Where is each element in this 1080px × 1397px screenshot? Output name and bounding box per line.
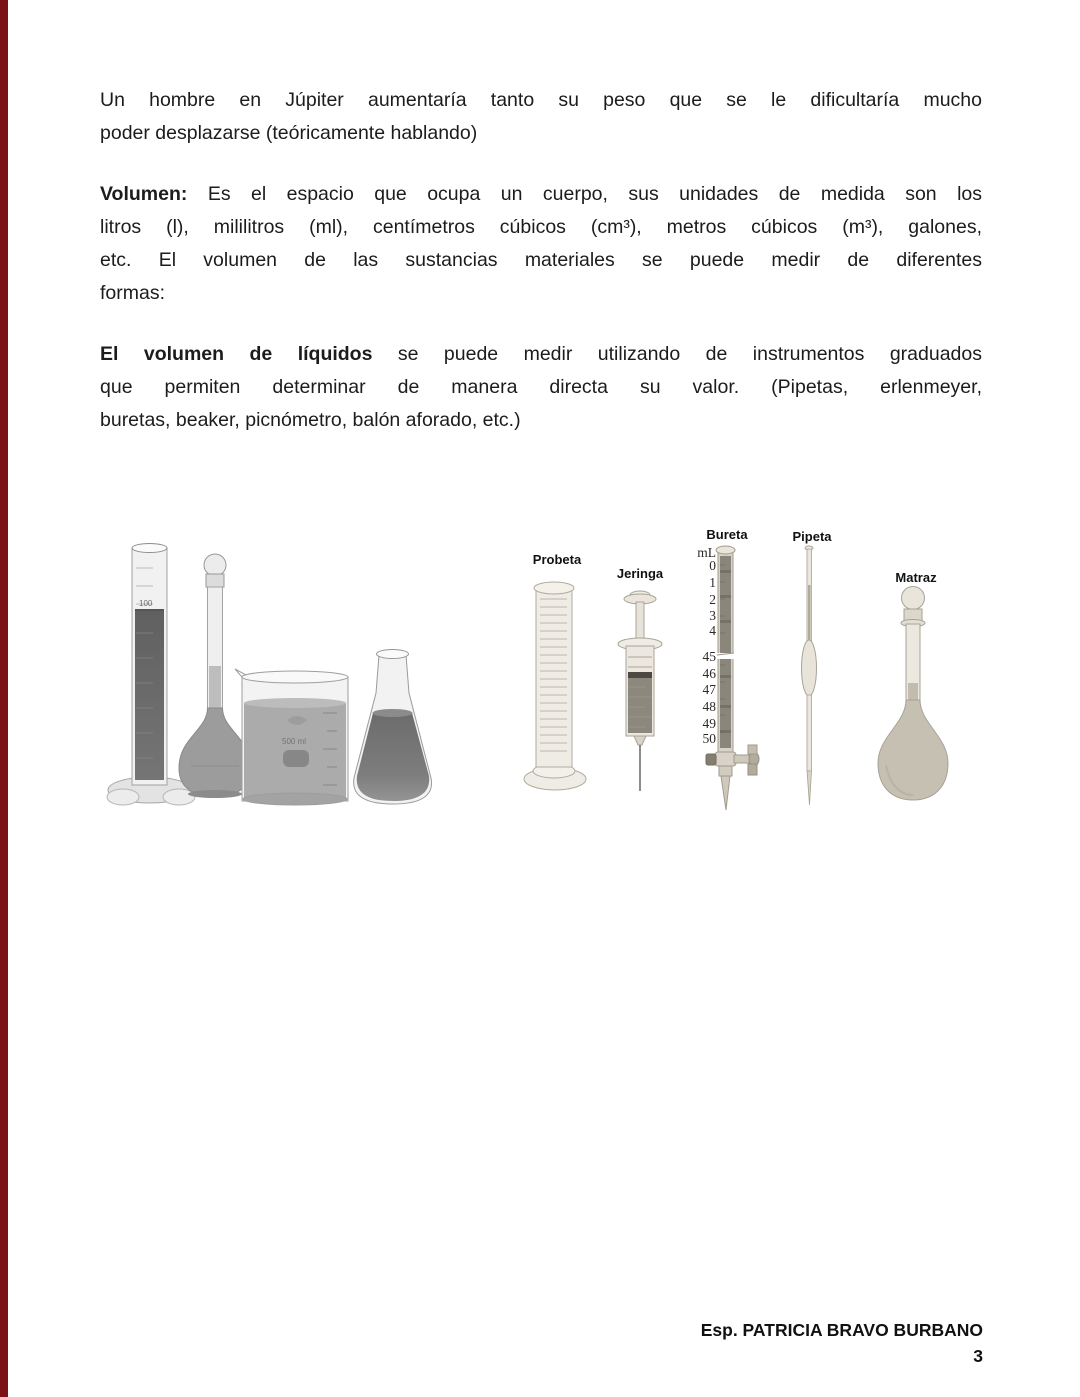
paragraph-line: formas: [100, 282, 166, 304]
paragraph-line: poder desplazarse (teóricamente hablando) [100, 122, 478, 144]
label-pipeta: Pipeta [792, 529, 832, 544]
bureta-scale-value: 2 [709, 592, 716, 607]
label-jeringa: Jeringa [616, 566, 664, 581]
photo-beaker [235, 669, 348, 805]
cylinder-100-mark: 100 [139, 599, 153, 608]
volumen-liquidos-line1-rest: se puede medir utilizando de instrumentos graduados [372, 343, 982, 365]
paragraph-weight-jupiter [100, 84, 982, 150]
glassware-photo-svg [95, 538, 455, 823]
paragraph-line: buretas, beaker, picnómetro, balón aforado, etc.) [100, 409, 521, 431]
bureta-scale-value: 4 [709, 623, 716, 638]
bureta-scale-value: 3 [709, 608, 716, 623]
bureta-unit: mL [697, 545, 716, 560]
paragraph-volumen-liquidos [100, 338, 982, 437]
paragraph-line: etc. El volumen de las sustancias materiales se puede medir de diferentes [100, 249, 982, 271]
bureta-scale-value: 0 [709, 558, 716, 573]
left-edge-stripe [0, 0, 8, 1397]
bureta-scale-value: 49 [702, 716, 716, 731]
paragraph-volumen [100, 178, 982, 310]
label-matraz: Matraz [895, 570, 937, 585]
instruments-diagram [520, 525, 960, 825]
photo-erlenmeyer-flask [354, 650, 432, 805]
paragraph-line: que permiten determinar de manera directa su valor. (Pipetas, erlenmeyer, [100, 376, 982, 398]
paragraph-line: Un hombre en Júpiter aumentaría tanto su peso que se le dificultaría mucho [100, 89, 982, 111]
label-bureta: Bureta [706, 527, 748, 542]
paragraph-line [100, 338, 982, 371]
footer-author: Esp. PATRICIA BRAVO BURBANO [700, 1320, 983, 1340]
bureta-scale-value: 46 [702, 666, 716, 681]
diagram-jeringa [618, 591, 662, 791]
diagram-probeta [524, 582, 586, 790]
volumen-liquidos-lead: El volumen de líquidos [100, 343, 373, 365]
bureta-scale-value: 45 [702, 649, 716, 664]
beaker-500ml-mark: 500 ml [282, 737, 307, 746]
diagram-pipeta [802, 546, 817, 805]
paragraph-line: litros (l), mililitros (ml), centímetros cúbicos (cm³), metros cúbicos (m³), galones, [100, 216, 982, 238]
bureta-scale-value: 48 [702, 699, 716, 714]
bureta-scale-value: 50 [702, 731, 716, 746]
bureta-scale-value: 1 [709, 575, 716, 590]
volumen-line1-rest: Es el espacio que ocupa un cuerpo, sus unidades de medida son los [187, 183, 982, 205]
bureta-scale-value: 47 [702, 682, 716, 697]
paragraph-line [100, 178, 982, 211]
diagram-matraz [878, 587, 948, 801]
volumen-lead: Volumen: [100, 183, 188, 205]
photo-volumetric-flask [179, 554, 251, 798]
page-number: 3 [973, 1346, 983, 1366]
glassware-photo [95, 538, 455, 823]
label-probeta: Probeta [532, 552, 582, 567]
